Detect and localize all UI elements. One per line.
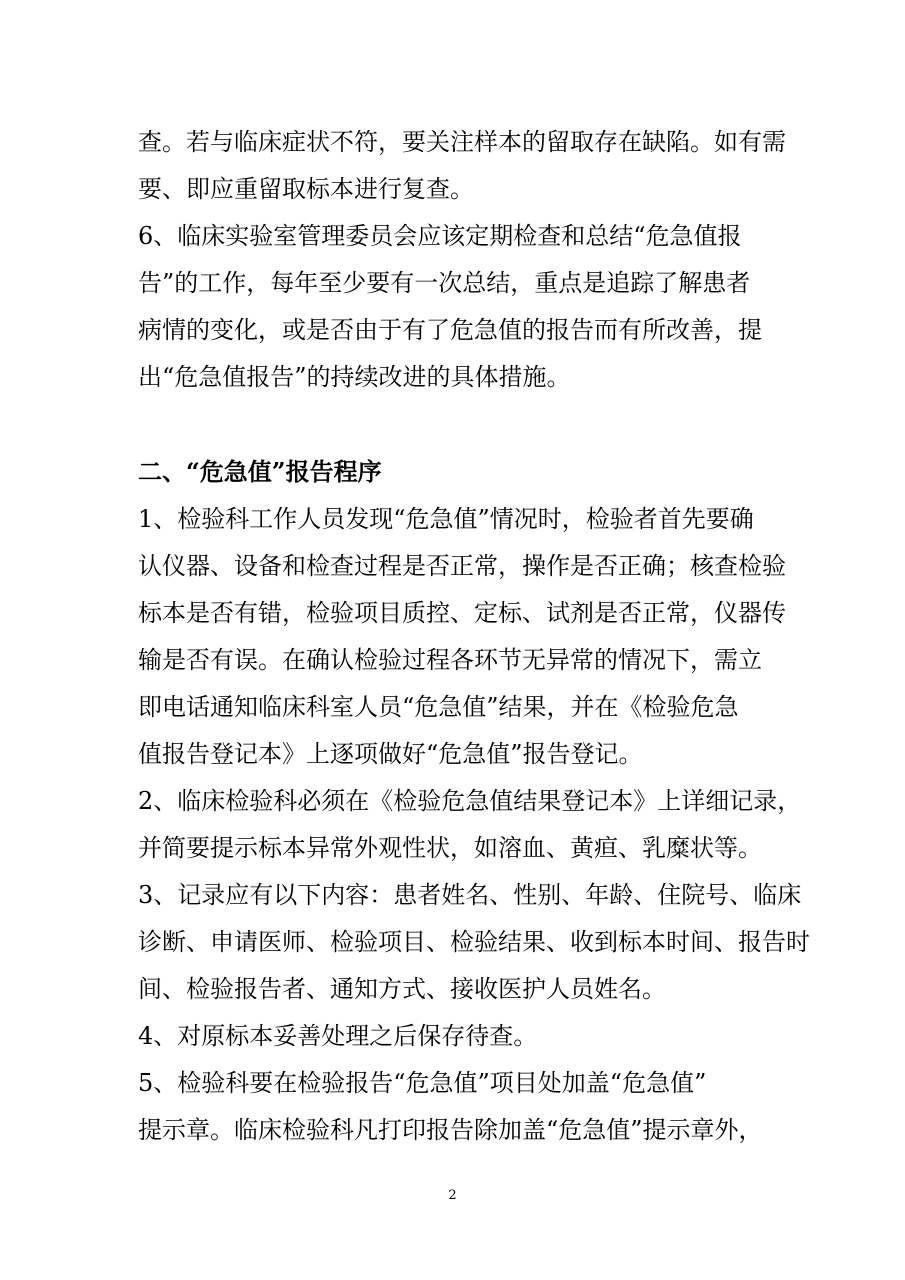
paragraph-line: 3、记录应有以下内容：患者姓名、性别、年龄、住院号、临床 [138, 881, 802, 909]
paragraph-line: 提示章。临床检验科凡打印报告除加盖“危急值”提示章外， [138, 1116, 763, 1144]
paragraph-line: 间、检验报告者、通知方式、接收医护人员姓名。 [138, 975, 666, 1003]
paragraph-line: 出“危急值报告”的持续改进的具体措施。 [138, 363, 571, 391]
paragraph-line: 1、检验科工作人员发现“危急值”情况时，检验者首先要确 [138, 505, 754, 533]
paragraph-line: 输是否有误。在确认检验过程各环节无异常的情况下，需立 [138, 646, 762, 674]
paragraph-line: 5、检验科要在检验报告“危急值”项目处加盖“危急值” [138, 1069, 707, 1097]
paragraph-line: 查。若与临床症状不符，要关注样本的留取存在缺陷。如有需 [138, 128, 786, 156]
paragraph-line: 4、对原标本妥善处理之后保存待查。 [138, 1022, 538, 1050]
paragraph-line: 标本是否有错，检验项目质控、定标、试剂是否正常，仪器传 [138, 599, 786, 627]
page-number: 2 [448, 1188, 457, 1203]
paragraph-line: 要、即应重留取标本进行复查。 [138, 175, 474, 203]
paragraph-line: 即电话通知临床科室人员“危急值”结果，并在《检验危急 [138, 693, 739, 721]
section-heading: 二、“危急值”报告程序 [138, 457, 382, 486]
paragraph-line: 值报告登记本》上逐项做好“危急值”报告登记。 [138, 740, 643, 768]
paragraph-line: 6、临床实验室管理委员会应该定期检查和总结“危急值报 [138, 222, 742, 250]
paragraph-line: 病情的变化，或是否由于有了危急值的报告而有所改善，提 [138, 316, 762, 344]
paragraph-line: 认仪器、设备和检查过程是否正常，操作是否正确；核查检验 [138, 552, 786, 580]
paragraph-line: 告”的工作，每年至少要有一次总结，重点是追踪了解患者 [138, 269, 751, 297]
paragraph-line: 2、临床检验科必须在《检验危急值结果登记本》上详细记录， [138, 787, 802, 815]
paragraph-line: 并简要提示标本异常外观性状，如溶血、黄疸、乳糜状等。 [138, 834, 762, 862]
paragraph-line: 诊断、申请医师、检验项目、检验结果、收到标本时间、报告时 [138, 928, 810, 956]
